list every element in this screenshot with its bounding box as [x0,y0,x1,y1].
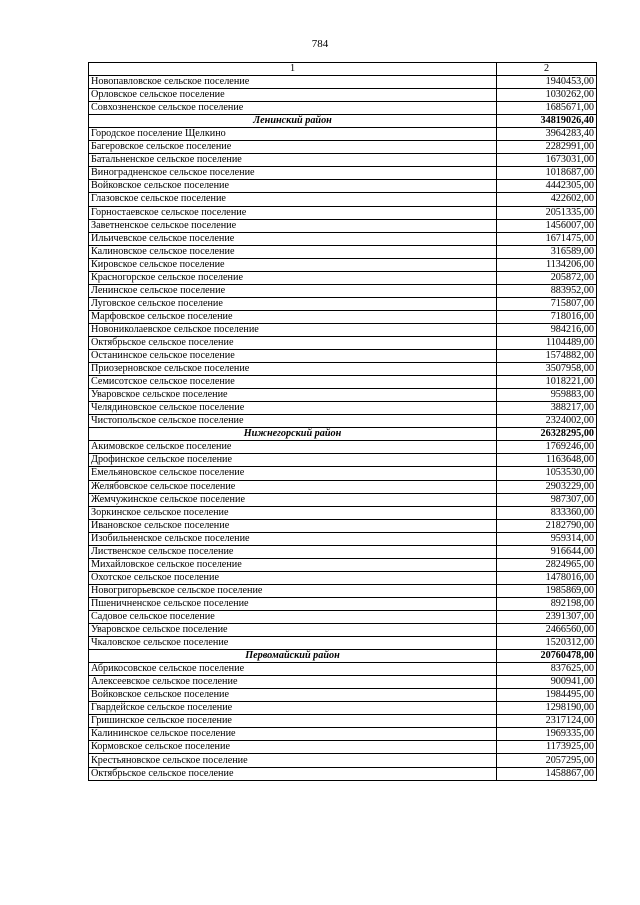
table-header-row [89,63,597,76]
settlement-name: Лиственское сельское поселение [89,545,497,558]
district-total: 20760478,00 [497,650,597,663]
table-row [89,206,597,219]
settlement-name: Михайловское сельское поселение [89,558,497,571]
settlement-name: Жемчужинское сельское поселение [89,493,497,506]
table-row [89,663,597,676]
settlement-name: Гвардейское сельское поселение [89,702,497,715]
table-row [89,154,597,167]
district-row [89,428,597,441]
table-row [89,493,597,506]
settlement-name: Семисотское сельское поселение [89,376,497,389]
settlement-value: 2057295,00 [497,754,597,767]
settlement-value: 1769246,00 [497,441,597,454]
budget-table [88,62,597,781]
settlement-name: Чкаловское сельское поселение [89,637,497,650]
district-name: Первомайский район [89,650,497,663]
settlement-value: 1671475,00 [497,232,597,245]
settlement-name: Калининское сельское поселение [89,728,497,741]
settlement-value: 2466560,00 [497,624,597,637]
table-row [89,89,597,102]
column-header-1: 1 [89,63,497,76]
district-total: 34819026,40 [497,115,597,128]
settlement-name: Алексеевское сельское поселение [89,676,497,689]
settlement-value: 1458867,00 [497,767,597,780]
table-row [89,480,597,493]
settlement-name: Кормовское сельское поселение [89,741,497,754]
settlement-value: 715807,00 [497,297,597,310]
table-row [89,624,597,637]
settlement-name: Челядиновское сельское поселение [89,402,497,415]
settlement-name: Новопавловское сельское поселение [89,76,497,89]
settlement-name: Совхозненское сельское поселение [89,102,497,115]
settlement-name: Городское поселение Щелкино [89,128,497,141]
settlement-value: 2324002,00 [497,415,597,428]
settlement-value: 388217,00 [497,402,597,415]
settlement-value: 1018687,00 [497,167,597,180]
table-row [89,715,597,728]
district-name: Ленинский район [89,115,497,128]
district-row [89,115,597,128]
settlement-name: Гришинское сельское поселение [89,715,497,728]
table-row [89,258,597,271]
settlement-name: Чистопольское сельское поселение [89,415,497,428]
settlement-value: 2182790,00 [497,519,597,532]
settlement-value: 900941,00 [497,676,597,689]
table-row [89,180,597,193]
settlement-name: Пшеничненское сельское поселение [89,597,497,610]
table-row [89,363,597,376]
settlement-name: Горностаевское сельское поселение [89,206,497,219]
settlement-value: 1673031,00 [497,154,597,167]
table-row [89,506,597,519]
table-row [89,141,597,154]
table-row [89,128,597,141]
settlement-name: Уваровское сельское поселение [89,624,497,637]
settlement-name: Кировское сельское поселение [89,258,497,271]
settlement-value: 1456007,00 [497,219,597,232]
settlement-name: Ивановское сельское поселение [89,519,497,532]
table-row [89,702,597,715]
table-row [89,545,597,558]
table-row [89,219,597,232]
table-row [89,637,597,650]
table-row [89,741,597,754]
settlement-value: 1030262,00 [497,89,597,102]
settlement-name: Луговское сельское поселение [89,297,497,310]
settlement-name: Виноградненское сельское поселение [89,167,497,180]
settlement-value: 1298190,00 [497,702,597,715]
settlement-name: Багеровское сельское поселение [89,141,497,154]
settlement-value: 1053530,00 [497,467,597,480]
settlement-name: Садовое сельское поселение [89,610,497,623]
settlement-value: 422602,00 [497,193,597,206]
settlement-name: Абрикосовское сельское поселение [89,663,497,676]
settlement-value: 1984495,00 [497,689,597,702]
settlement-name: Останинское сельское поселение [89,350,497,363]
settlement-value: 2903229,00 [497,480,597,493]
settlement-name: Калиновское сельское поселение [89,245,497,258]
table-row [89,323,597,336]
settlement-value: 2051335,00 [497,206,597,219]
settlement-name: Уваровское сельское поселение [89,389,497,402]
settlement-name: Ленинское сельское поселение [89,284,497,297]
settlement-name: Новогригорьевское сельское поселение [89,584,497,597]
settlement-value: 1520312,00 [497,637,597,650]
table-row [89,415,597,428]
table-row [89,232,597,245]
settlement-value: 987307,00 [497,493,597,506]
page-number: 784 [311,38,329,50]
table-row [89,754,597,767]
settlement-name: Глазовское сельское поселение [89,193,497,206]
settlement-value: 2282991,00 [497,141,597,154]
table-row [89,167,597,180]
table-row [89,689,597,702]
settlement-name: Охотское сельское поселение [89,571,497,584]
settlement-value: 3964283,40 [497,128,597,141]
table-row [89,350,597,363]
table-row [89,728,597,741]
column-header-2: 2 [497,63,597,76]
settlement-value: 718016,00 [497,310,597,323]
settlement-name: Крестьяновское сельское поселение [89,754,497,767]
settlement-name: Войковское сельское поселение [89,689,497,702]
settlement-value: 316589,00 [497,245,597,258]
table-row [89,76,597,89]
settlement-name: Новониколаевское сельское поселение [89,323,497,336]
table-row [89,245,597,258]
settlement-name: Дрофинское сельское поселение [89,454,497,467]
settlement-value: 1134206,00 [497,258,597,271]
district-total: 26328295,00 [497,428,597,441]
table-row [89,102,597,115]
settlement-value: 2824965,00 [497,558,597,571]
table-row [89,571,597,584]
settlement-value: 837625,00 [497,663,597,676]
settlement-name: Акимовское сельское поселение [89,441,497,454]
settlement-name: Ильичевское сельское поселение [89,232,497,245]
table-row [89,441,597,454]
settlement-name: Красногорское сельское поселение [89,271,497,284]
settlement-value: 2317124,00 [497,715,597,728]
settlement-value: 1018221,00 [497,376,597,389]
settlement-name: Октябрьское сельское поселение [89,767,497,780]
table-row [89,402,597,415]
table-row [89,597,597,610]
table-row [89,519,597,532]
table-row [89,610,597,623]
settlement-name: Войковское сельское поселение [89,180,497,193]
settlement-name: Октябрьское сельское поселение [89,336,497,349]
settlement-name: Орловское сельское поселение [89,89,497,102]
settlement-name: Батальненское сельское поселение [89,154,497,167]
table-row [89,284,597,297]
district-name: Нижнегорский район [89,428,497,441]
settlement-name: Изобильненское сельское поселение [89,532,497,545]
settlement-value: 883952,00 [497,284,597,297]
settlement-name: Марфовское сельское поселение [89,310,497,323]
settlement-value: 1574882,00 [497,350,597,363]
table-row [89,389,597,402]
settlement-value: 1173925,00 [497,741,597,754]
settlement-name: Приозерновское сельское поселение [89,363,497,376]
table-row [89,271,597,284]
table-row [89,310,597,323]
table-row [89,454,597,467]
settlement-value: 984216,00 [497,323,597,336]
settlement-value: 205872,00 [497,271,597,284]
settlement-name: Желябовское сельское поселение [89,480,497,493]
settlement-value: 959883,00 [497,389,597,402]
table-row [89,297,597,310]
table-row [89,558,597,571]
table-row [89,193,597,206]
settlement-value: 959314,00 [497,532,597,545]
settlement-name: Заветненское сельское поселение [89,219,497,232]
settlement-value: 892198,00 [497,597,597,610]
settlement-name: Емельяновское сельское поселение [89,467,497,480]
settlement-value: 2391307,00 [497,610,597,623]
table-row [89,467,597,480]
settlement-value: 833360,00 [497,506,597,519]
table-row [89,767,597,780]
settlement-value: 1163648,00 [497,454,597,467]
table-row [89,532,597,545]
settlement-name: Зоркинское сельское поселение [89,506,497,519]
district-row [89,650,597,663]
settlement-value: 1985869,00 [497,584,597,597]
settlement-value: 4442305,00 [497,180,597,193]
settlement-value: 1478016,00 [497,571,597,584]
table-row [89,584,597,597]
settlement-value: 1940453,00 [497,76,597,89]
settlement-value: 3507958,00 [497,363,597,376]
settlement-value: 1685671,00 [497,102,597,115]
settlement-value: 1104489,00 [497,336,597,349]
settlement-value: 1969335,00 [497,728,597,741]
table-row [89,676,597,689]
table-row [89,376,597,389]
table-row [89,336,597,349]
settlement-value: 916644,00 [497,545,597,558]
